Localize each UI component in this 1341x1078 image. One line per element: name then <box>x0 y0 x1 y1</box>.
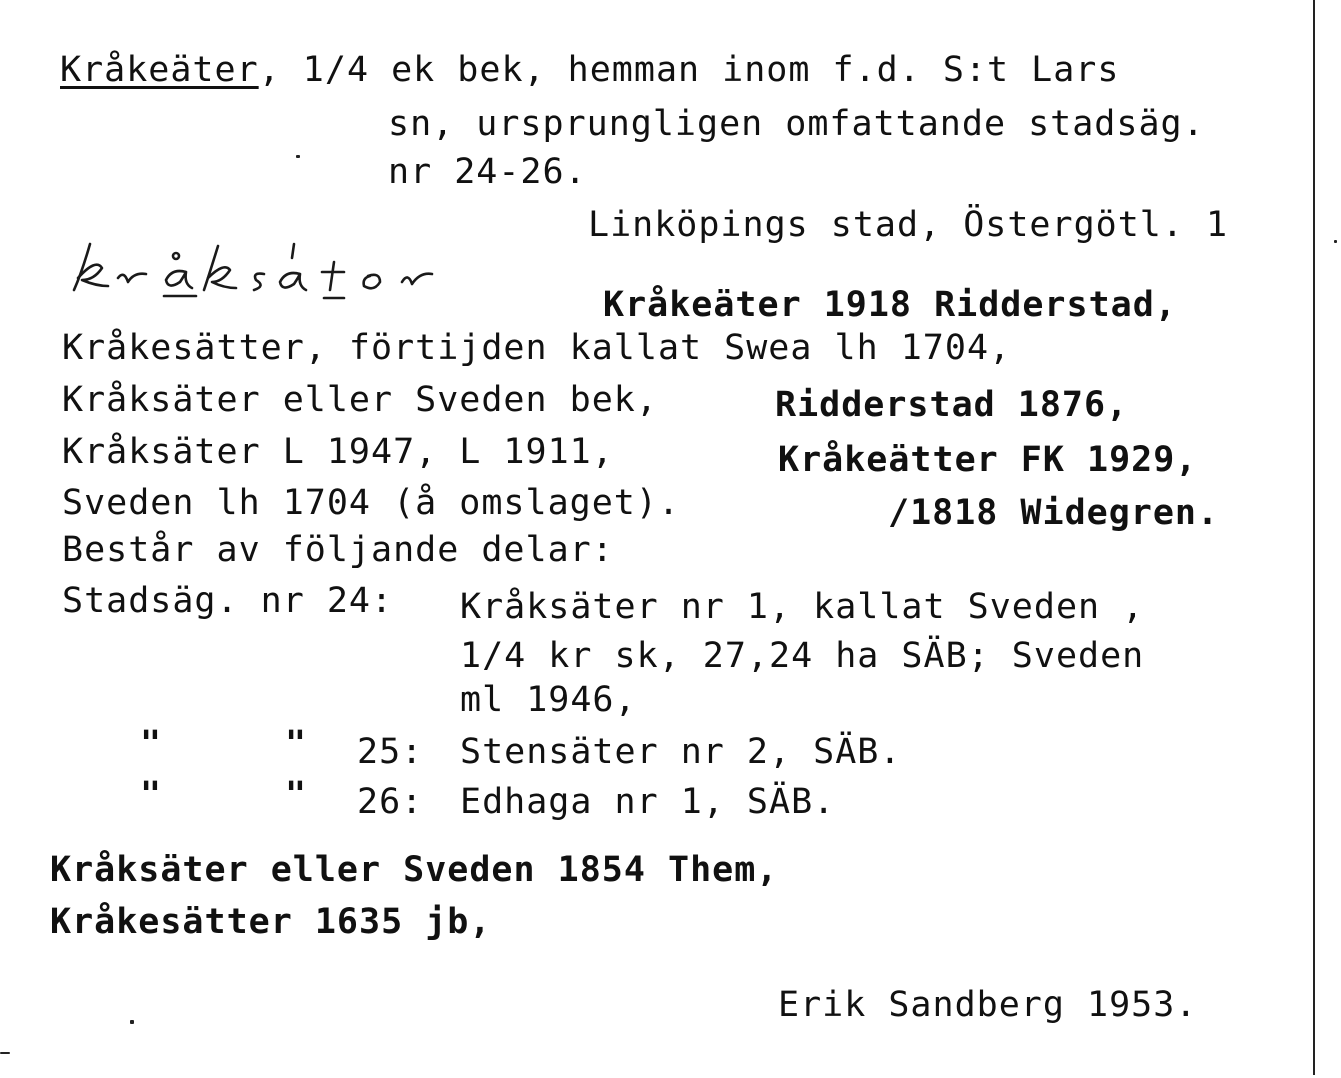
right-col-line-4: /1818 Widegren. <box>888 493 1220 533</box>
card-edge <box>1313 0 1315 1075</box>
bottom-line-2: Kråkesätter 1635 jb, <box>50 902 492 942</box>
scan-speck <box>0 1052 10 1054</box>
part-24-line-3: ml 1946, <box>460 680 637 720</box>
handwritten-pronunciation <box>68 232 508 302</box>
parts-intro: Består av följande delar: <box>62 530 614 570</box>
part-26-num: 26: <box>357 782 424 822</box>
heading-cont-1: sn, ursprungligen omfattande stadsäg. <box>388 104 1205 144</box>
scan-speck <box>130 1020 134 1024</box>
heading-cont-2: nr 24-26. <box>388 152 587 192</box>
ditto-mark: " <box>285 775 308 815</box>
part-24-label: Stadsäg. nr 24: <box>62 581 394 621</box>
ditto-mark: " <box>140 775 163 815</box>
scan-speck <box>1334 240 1337 243</box>
signature: Erik Sandberg 1953. <box>778 985 1198 1025</box>
part-25-num: 25: <box>357 732 424 772</box>
heading-rest: , 1/4 ek bek, hemman inom f.d. S:t Lars <box>258 50 1120 90</box>
ditto-mark: " <box>140 724 163 764</box>
right-col-line-3: Kråkeätter FK 1929, <box>778 440 1198 480</box>
right-col-line-1: Kråkeäter 1918 Ridderstad, <box>603 285 1177 325</box>
left-col-line-2: Kråksäter eller Sveden bek, <box>62 380 658 420</box>
left-col-line-4: Sveden lh 1704 (å omslaget). <box>62 483 681 523</box>
part-26-text: Edhaga nr 1, SÄB. <box>460 782 836 822</box>
bottom-line-1: Kråksäter eller Sveden 1854 Them, <box>50 850 779 890</box>
ditto-mark: " <box>285 724 308 764</box>
left-col-line-3: Kråksäter L 1947, L 1911, <box>62 432 614 472</box>
handwritten-text: kråksätər <box>68 232 72 233</box>
location-line: Linköpings stad, Östergötl. 1 <box>588 205 1229 245</box>
left-col-line-1: Kråkesätter, förtijden kallat Swea lh 1704, <box>62 328 1012 368</box>
heading-line <box>60 50 1119 90</box>
scan-speck <box>296 155 300 158</box>
right-col-line-2: Ridderstad 1876, <box>775 385 1129 425</box>
part-24-line-1: Kråksäter nr 1, kallat Sveden , <box>460 587 1145 627</box>
heading-name: Kråkeäter <box>60 50 259 90</box>
part-25-text: Stensäter nr 2, SÄB. <box>460 732 902 772</box>
part-24-line-2: 1/4 kr sk, 27,24 ha SÄB; Sveden <box>460 636 1145 676</box>
